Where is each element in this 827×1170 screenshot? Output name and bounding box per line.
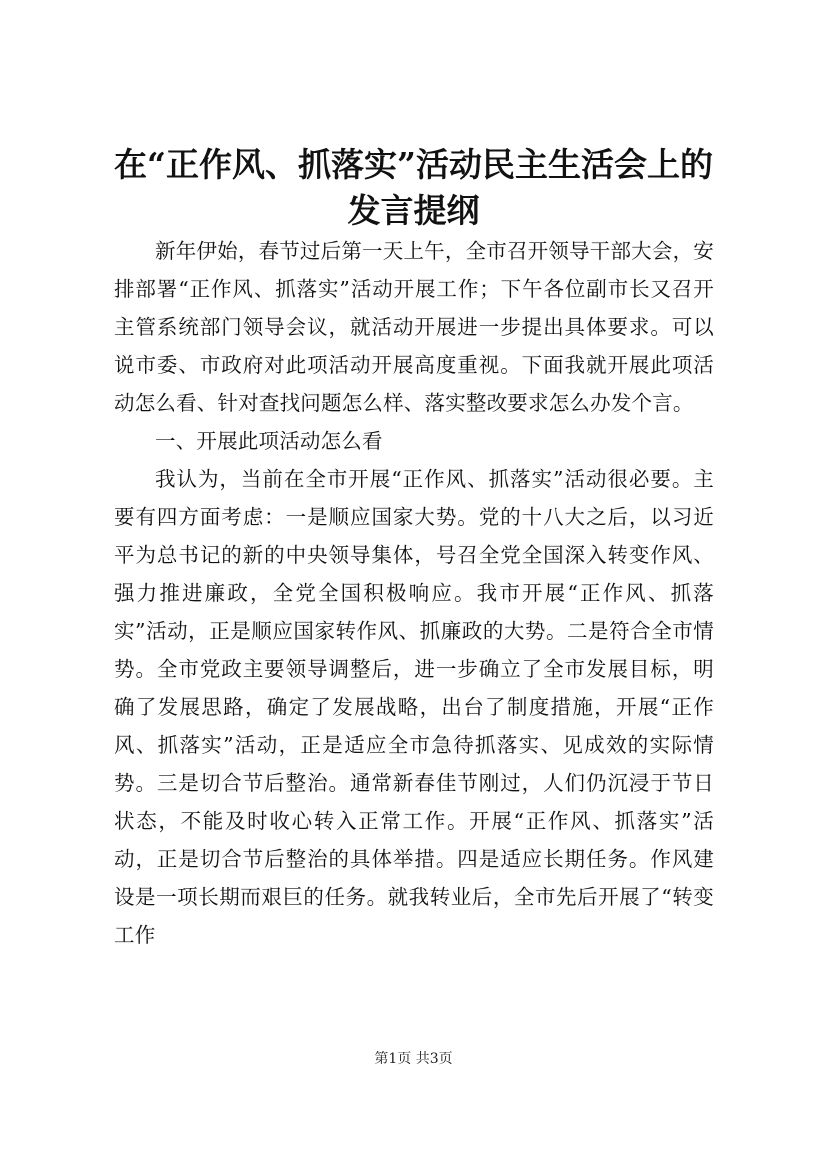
page-number-footer: 第1页 共3页: [374, 1051, 453, 1067]
intro-paragraph: 新年伊始，春节过后第一天上午，全市召开领导干部大会，安排部署“正作风、抓落实”活动开展工作；下午各位副市长又召开主管系统部门领导会议，就活动开展进一步提出具体要求。可以说市委、市政府对此项活动开展高度重视。下面我就开展此项活动怎么看、针对查找问题怎么样、落实整改要求怎么办发个言。: [114, 239, 714, 415]
body-paragraph: 我认为，当前在全市开展“正作风、抓落实”活动很必要。主要有四方面考虑：一是顺应国家大势。党的十八大之后，以习近平为总书记的新的中央领导集体，号召全党全国深入转变作风、强力推进廉政，全党全国积极响应。我市开展“正作风、抓落实”活动，正是顺应国家转作风、抓廉政的大势。二是符合全市情势。全市党政主要领导调整后，进一步确立了全市发展目标，明确了发展思路，确定了发展战略，出台了制度措施，开展“正作风、抓落实”活动，正是适应全市急待抓落实、见成效的实际情势。三是切合节后整治。通常新春佳节刚过，人们仍沉浸于节日状态，不能及时收心转入正常工作。开展“正作风、抓落实”活动，正是切合节后整治的具体举措。四是适应长期任务。作风建设是一项长期而艰巨的任务。就我转业后，全市先后开展了“转变工作: [114, 467, 714, 947]
document-title: 在“正作风、抓落实”活动民主生活会上的发言提纲: [114, 145, 713, 230]
document-body: [114, 232, 714, 954]
section-heading: 一、开展此项活动怎么看: [155, 429, 383, 453]
